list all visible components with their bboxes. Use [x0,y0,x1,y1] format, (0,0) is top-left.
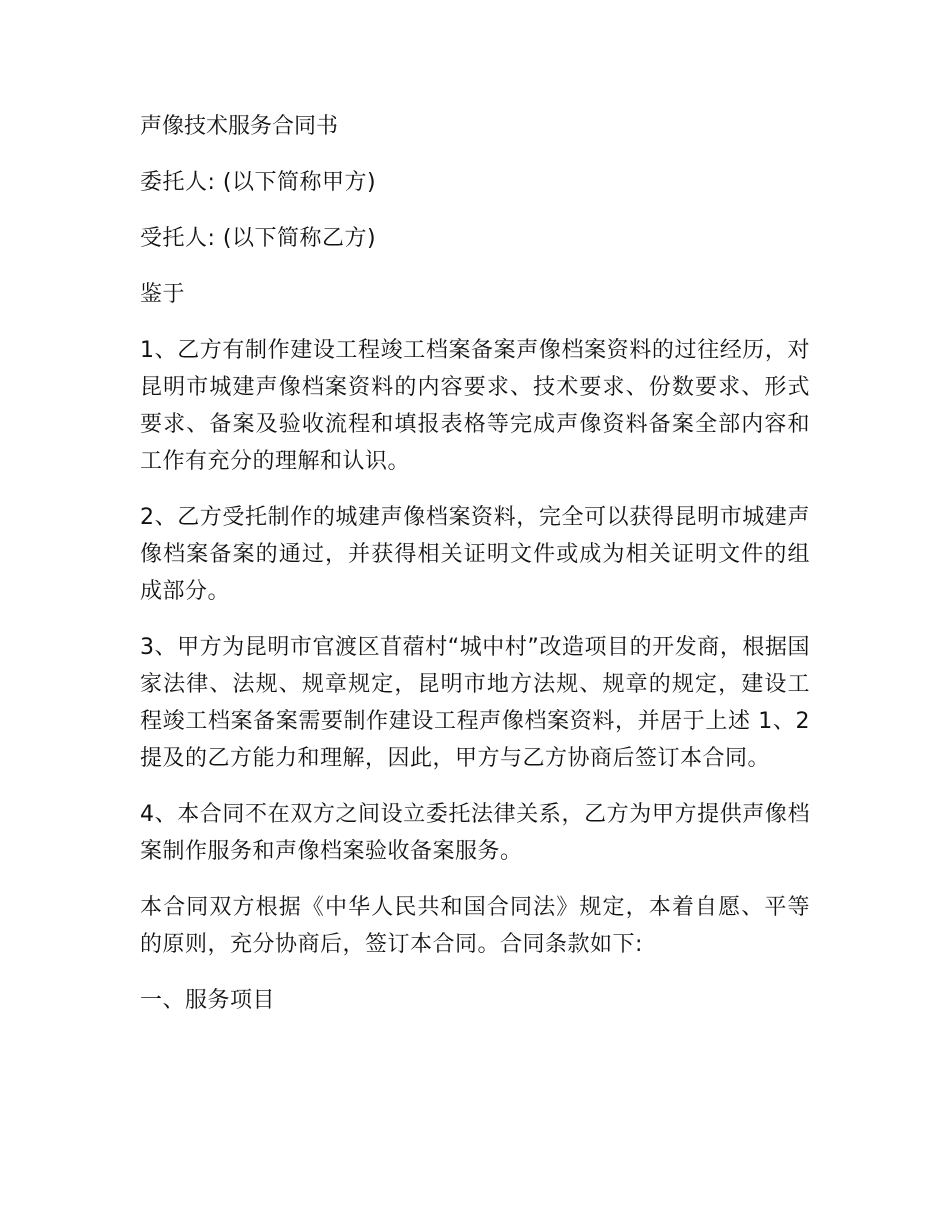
section-1-heading: 一、服务项目 [140,988,276,1013]
clause-2-paragraph: 2、乙方受托制作的城建声像档案资料，完全可以获得昆明市城建声像档案备案的通过，并获得相关证明文件或成为相关证明文件的组成部分。 [140,505,810,604]
clause-4-paragraph: 4、本合同不在双方之间设立委托法律关系，乙方为甲方提供声像档案制作服务和声像档案验收备案服务。 [140,802,810,864]
whereas-heading: 鉴于 [140,282,186,307]
document-title: 声像技术服务合同书 [140,114,339,139]
client-line: 委托人: (以下简称甲方) [140,170,377,195]
document-body [140,108,810,1038]
clause-3-paragraph: 3、甲方为昆明市官渡区苜蓿村“城中村”改造项目的开发商，根据国家法律、法规、规章规定，昆明市地方法规、规章的规定，建设工程竣工档案备案需要制作建设工程声像档案资料，并居于上述 1、2 提及的乙方能力和理解，因此，甲方与乙方协商后签订本合同。 [140,635,810,771]
contractor-line: 受托人: (以下简称乙方) [140,226,377,251]
clause-1-paragraph: 1、乙方有制作建设工程竣工档案备案声像档案资料的过往经历，对昆明市城建声像档案资料的内容要求、技术要求、份数要求、形式要求、备案及验收流程和填报表格等完成声像资料备案全部内容和工作有充分的理解和认识。 [140,338,810,474]
contract-basis-paragraph: 本合同双方根据《中华人民共和国合同法》规定，本着自愿、平等的原则，充分协商后，签订本合同。合同条款如下: [140,895,810,957]
